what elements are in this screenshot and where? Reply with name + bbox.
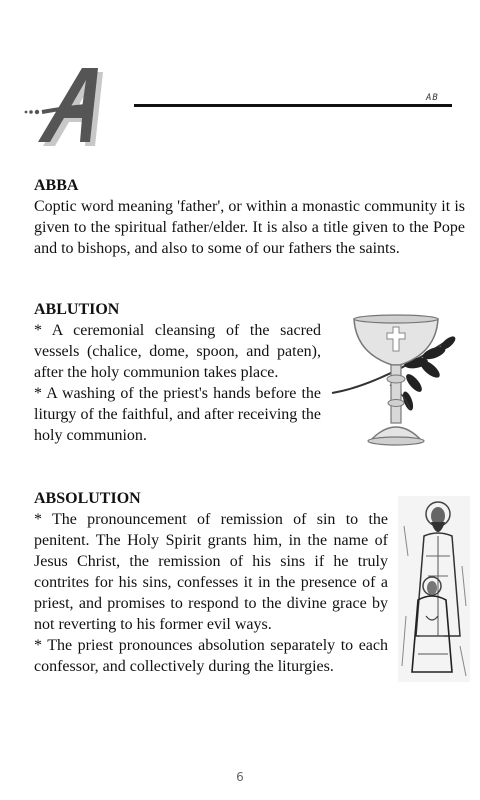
- definition-paragraph: * The pronouncement of remission of sin to the penitent. The Holy Spirit grants him, in the name of Jesus Christ, the remission of his sins if he truly contrites for his sins, confesses it in the presence of a priest, and promises to respond to the divine grace by not reverting to his former evil ways.: [34, 511, 388, 633]
- saints-illustration: [398, 496, 470, 682]
- chalice-icon: [330, 313, 466, 449]
- definition-paragraph: Coptic word meaning 'father', or within a monastic community it is given to the spiritual father/elder. It is also a title given to the Pope and to bishops, and also to some of our fathers the saints.: [34, 198, 465, 257]
- entry-ablution: [34, 299, 321, 446]
- entry-absolution: [34, 488, 388, 677]
- entry-term: ABLUTION: [34, 301, 120, 318]
- definition-paragraph: * A washing of the priest's hands before the liturgy of the faithful, and after receiving the holy communion.: [34, 385, 321, 444]
- header-rule: [134, 104, 452, 107]
- running-head: AB: [426, 93, 439, 103]
- entry-abba: [34, 175, 465, 259]
- entry-definition: [34, 509, 388, 677]
- entry-definition: [34, 320, 321, 446]
- definition-paragraph: * A ceremonial cleansing of the sacred vessels (chalice, dome, spoon, and paten), after the holy communion takes place.: [34, 322, 321, 381]
- entry-definition: [34, 196, 465, 259]
- page-number: 6: [236, 770, 244, 784]
- definition-paragraph: * The priest pronounces absolution separately to each confessor, and collectively during the liturgies.: [34, 637, 388, 675]
- header-letter: A: [224, 260, 225, 261]
- entry-term: ABBA: [34, 177, 79, 194]
- entry-term: ABSOLUTION: [34, 490, 141, 507]
